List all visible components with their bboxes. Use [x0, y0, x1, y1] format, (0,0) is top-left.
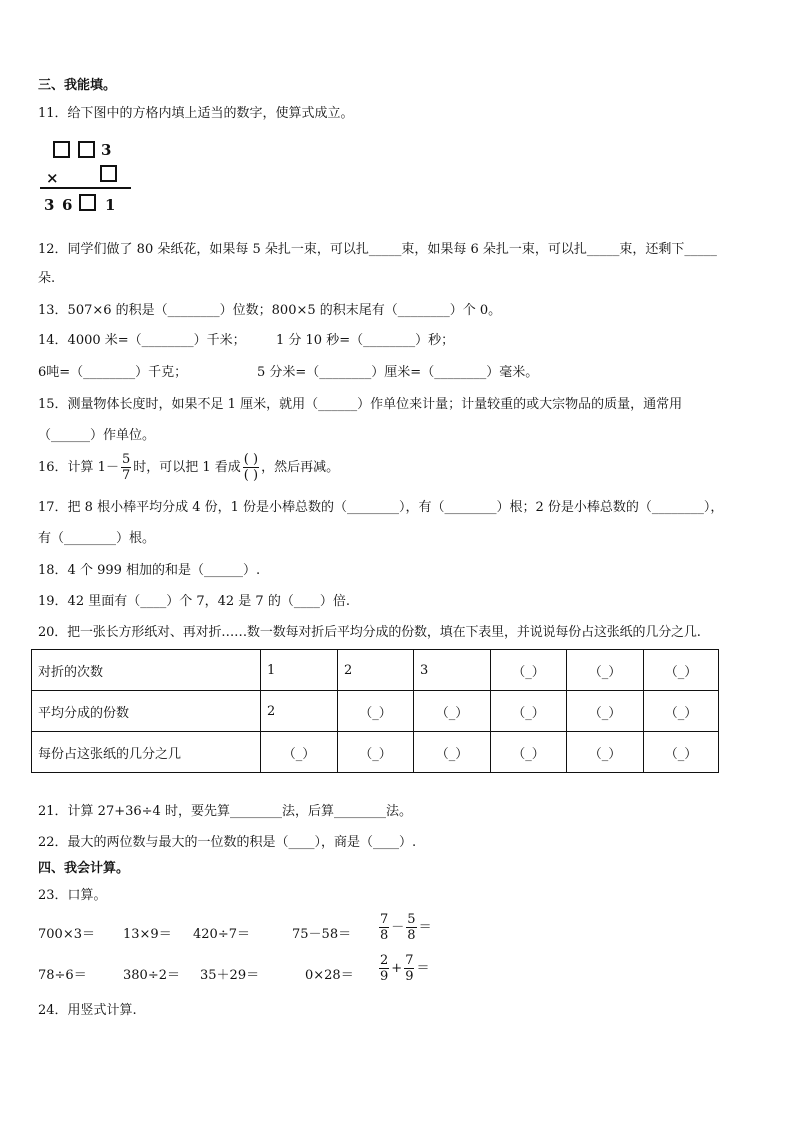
section-4-heading: 四、我会计算。: [38, 861, 130, 876]
q23-item-1: 700×3＝: [38, 927, 95, 942]
q17-line-1: 17．把 8 根小棒平均分成 4 份，1 份是小棒总数的（________），有（________）根；2 份是小棒总数的（________），: [38, 500, 724, 515]
table-cell[interactable]: （_）: [567, 691, 644, 732]
fraction: [379, 912, 389, 943]
q24-title: 24．用竖式计算.: [38, 1003, 137, 1018]
q11-rule: [40, 187, 131, 189]
q23-item-7: 35＋29＝: [200, 968, 260, 983]
fraction-num: 7: [405, 953, 414, 968]
q17-line-2: 有（________）根。: [38, 531, 156, 546]
fraction-den: 9: [380, 969, 389, 984]
q16-post: ，然后再减。: [261, 460, 340, 475]
fraction: [379, 953, 389, 984]
q14-part-b: 1 分 10 秒=（________）秒；: [276, 333, 455, 348]
table-cell[interactable]: （_）: [567, 650, 644, 691]
equals: ＝: [416, 961, 430, 976]
table-row: [32, 691, 719, 732]
table-cell[interactable]: （_）: [261, 732, 338, 773]
q11-result-3: 3: [44, 196, 55, 214]
table-cell[interactable]: （_）: [644, 691, 719, 732]
q11-box-4[interactable]: [79, 194, 96, 211]
q11-box-2[interactable]: [78, 141, 95, 158]
q20-table: [31, 649, 719, 773]
table-cell[interactable]: （_）: [414, 691, 491, 732]
fraction: [406, 912, 416, 943]
q20-text: 20．把一张长方形纸对、再对折……数一数每对折后平均分成的份数，填在下表里，并说说每份占这张纸的几分之几.: [38, 625, 701, 640]
q16-blank-num: ( ): [243, 452, 259, 467]
table-cell: 每份占这张纸的几分之几: [32, 732, 261, 773]
q16-pre: 16．计算 1－: [38, 460, 119, 475]
q11-text: 11．给下图中的方格内填上适当的数字，使算式成立。: [38, 106, 354, 121]
operator: －: [391, 920, 405, 935]
q11-digit-3: 3: [101, 141, 112, 159]
q12-line-2: 朵.: [38, 271, 56, 286]
table-cell[interactable]: （_）: [491, 691, 567, 732]
table-cell[interactable]: （_）: [491, 732, 567, 773]
q15-line-2: （______）作单位。: [38, 428, 156, 443]
q16-fraction-den: 7: [121, 468, 131, 483]
table-cell[interactable]: （_）: [644, 650, 719, 691]
q23-title: 23．口算。: [38, 888, 107, 903]
q11-result-1: 1: [105, 196, 116, 214]
table-cell[interactable]: （_）: [338, 732, 414, 773]
table-cell[interactable]: （_）: [338, 691, 414, 732]
fraction-den: 8: [407, 928, 416, 943]
table-cell[interactable]: （_）: [491, 650, 567, 691]
fraction-num: 7: [380, 912, 389, 927]
q16-blank-den: ( ): [243, 468, 259, 483]
table-cell: 对折的次数: [32, 650, 261, 691]
q23-fraction-expr-1: [377, 912, 432, 943]
equals: ＝: [418, 920, 432, 935]
q16-blank-fraction[interactable]: [243, 452, 259, 483]
q11-box-3[interactable]: [100, 165, 117, 182]
q23-item-2: 13×9＝: [123, 927, 172, 942]
table-cell: 1: [261, 650, 338, 691]
q18-text: 18．4 个 999 相加的和是（______）.: [38, 563, 261, 578]
q11-box-1[interactable]: [53, 141, 70, 158]
q14-part-d: 5 分米=（________）厘米=（________）毫米。: [257, 365, 539, 380]
table-cell[interactable]: （_）: [567, 732, 644, 773]
fraction: [404, 953, 414, 984]
q16-mid: 时，可以把 1 看成: [133, 460, 241, 475]
fraction-num: 5: [407, 912, 416, 927]
q11-result-6: 6: [62, 196, 73, 214]
q15-line-1: 15．测量物体长度时，如果不足 1 厘米，就用（______）作单位来计量；计量较重的或大宗物品的质量，通常用: [38, 397, 683, 412]
fraction-den: 9: [405, 969, 414, 984]
q23-fraction-expr-2: [377, 953, 429, 984]
q14-part-c: 6吨=（________）千克；: [38, 365, 188, 380]
q23-item-4: 75－58＝: [292, 927, 352, 942]
q22-text: 22．最大的两位数与最大的一位数的积是（____），商是（____）.: [38, 835, 417, 850]
table-cell[interactable]: （_）: [414, 732, 491, 773]
section-3-heading: 三、我能填。: [38, 78, 117, 93]
q12-line-1: 12．同学们做了 80 朵纸花，如果每 5 朵扎一束，可以扎_____束，如果每 6 朵扎一束，可以扎_____束，还剩下_____: [38, 242, 717, 257]
operator: +: [391, 961, 403, 976]
table-cell[interactable]: （_）: [644, 732, 719, 773]
q19-text: 19．42 里面有（____）个 7，42 是 7 的（____）倍.: [38, 594, 350, 609]
table-row: [32, 732, 719, 773]
q23-item-5: 78÷6＝: [38, 968, 87, 983]
q14-part-a: 14．4000 米=（________）千米；: [38, 333, 246, 348]
table-cell: 2: [261, 691, 338, 732]
q23-item-3: 420÷7＝: [193, 927, 250, 942]
table-cell: 3: [414, 650, 491, 691]
table-row: [32, 650, 719, 691]
q23-item-8: 0×28＝: [305, 968, 354, 983]
q11-times: ×: [46, 169, 59, 187]
q11-figure: [38, 138, 133, 218]
q13-text: 13．507×6 的积是（________）位数；800×5 的积末尾有（________）个 0。: [38, 303, 502, 318]
table-cell: 平均分成的份数: [32, 691, 261, 732]
fraction-den: 8: [380, 928, 389, 943]
q23-item-6: 380÷2＝: [123, 968, 180, 983]
q21-text: 21．计算 27+36÷4 时，要先算________法，后算________法。: [38, 804, 412, 819]
q16-fraction-num: 5: [121, 452, 131, 467]
fraction-num: 2: [380, 953, 389, 968]
q16-fraction: [121, 452, 131, 483]
q16-line: [38, 452, 339, 484]
table-cell: 2: [338, 650, 414, 691]
